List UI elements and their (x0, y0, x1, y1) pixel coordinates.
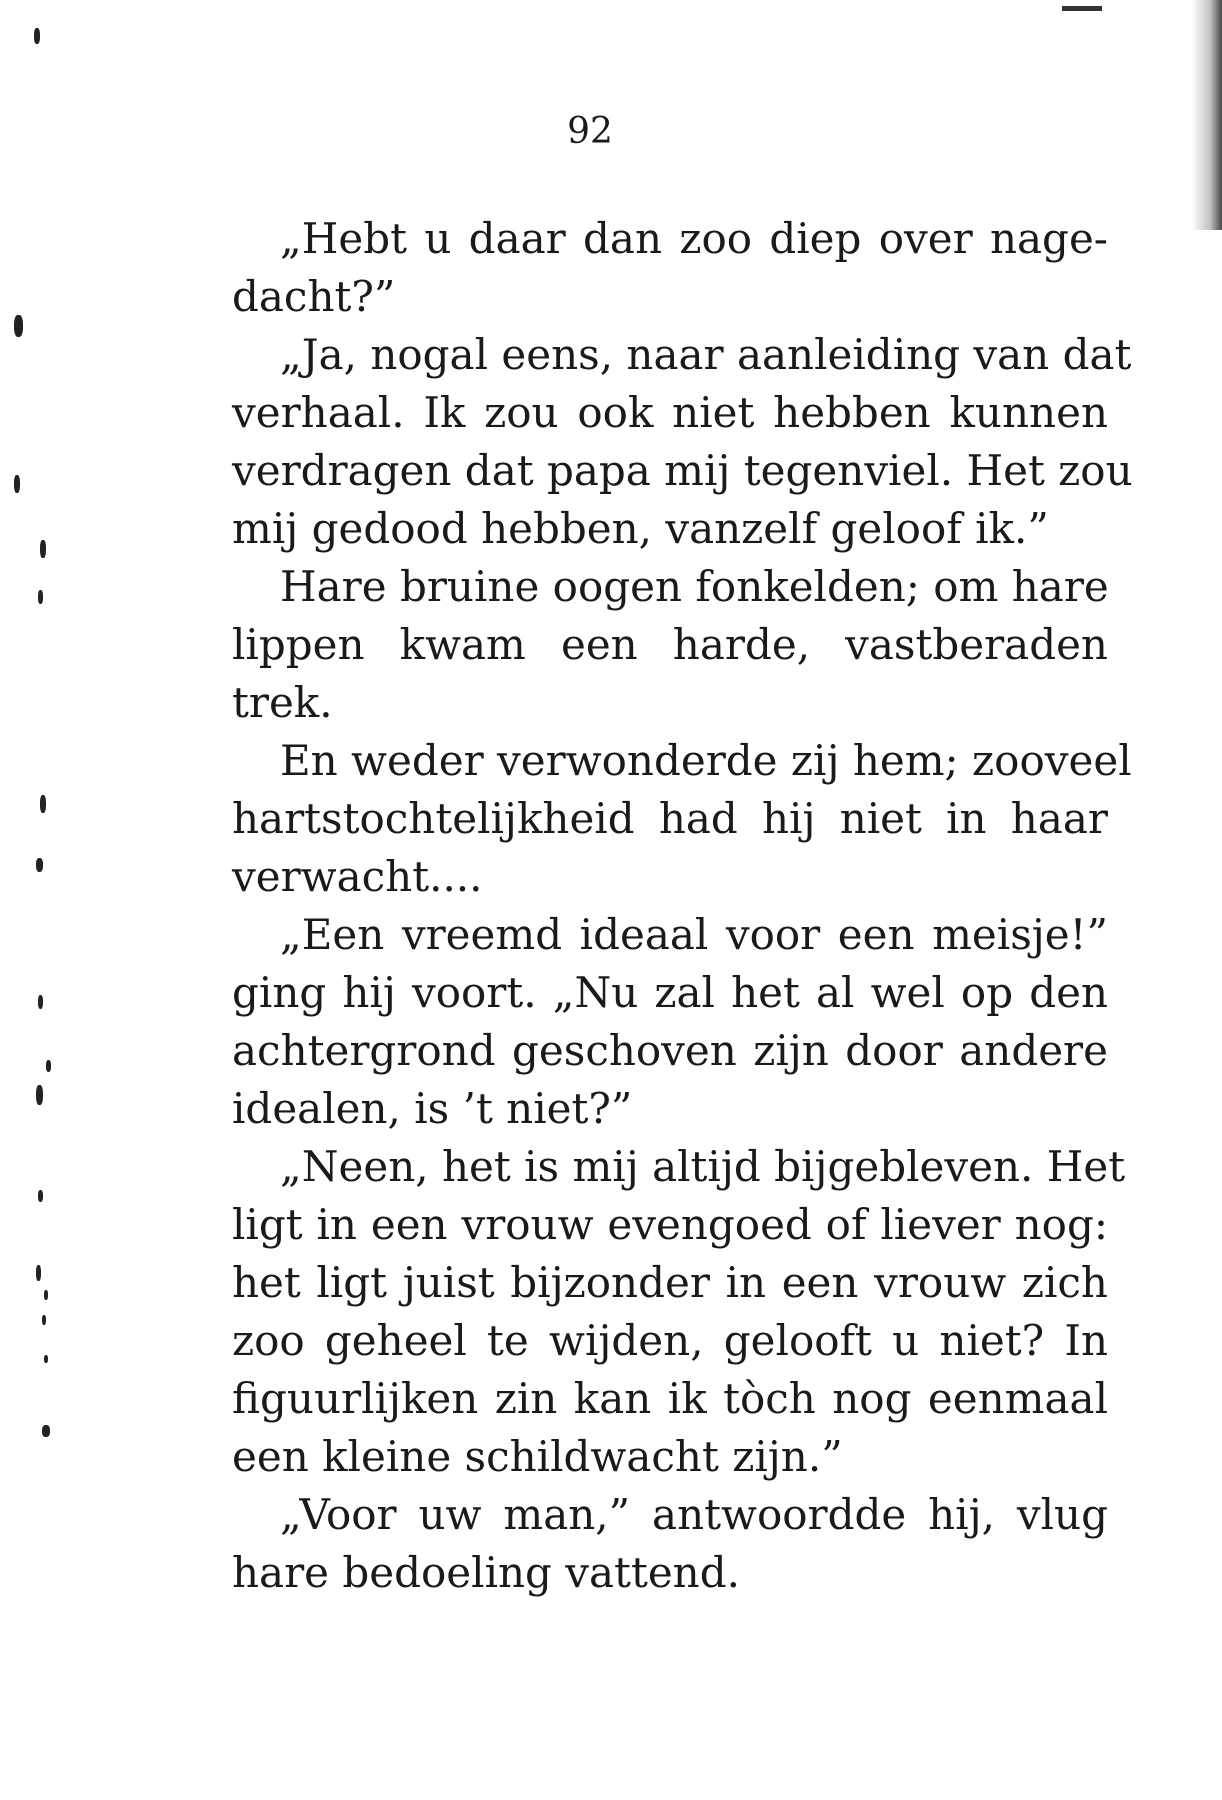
text-line: „Een vreemd ideaal voor een meisje!” (280, 910, 1108, 959)
text-line: „Voor uw man,” antwoordde hij, vlug (280, 1490, 1108, 1539)
speck (44, 1355, 48, 1363)
text-line: een kleine schildwacht zijn.” (232, 1432, 843, 1481)
text-line: En weder verwonderde zij hem; zooveel (280, 736, 1132, 785)
margin-scan-specks (0, 0, 80, 1800)
text-line: verwacht.... (232, 852, 483, 901)
speck (42, 1315, 46, 1325)
speck (36, 858, 43, 872)
speck (14, 475, 20, 493)
speck (38, 1190, 43, 1202)
speck (34, 28, 40, 44)
text-line: „Ja, nogal eens, naar aanleiding van dat (280, 330, 1132, 379)
text-line: zoo geheel te wijden, gelooft u niet? In (232, 1316, 1108, 1365)
speck (40, 795, 46, 813)
text-line: hare bedoeling vattend. (232, 1548, 740, 1597)
text-line: trek. (232, 678, 333, 727)
text-line: Hare bruine oogen fonkelden; om hare (280, 562, 1109, 611)
speck (14, 315, 23, 337)
body-text (232, 210, 1133, 1602)
text-line: „Hebt u daar dan zoo diep over nage- (280, 214, 1108, 263)
text-line: verhaal. Ik zou ook niet hebben kunnen (232, 388, 1108, 437)
speck (46, 1060, 51, 1072)
text-line: achtergrond geschoven zijn door andere (232, 1026, 1108, 1075)
text-line: idealen, is ’t niet?” (232, 1084, 633, 1133)
text-line: mij gedood hebben, vanzelf geloof ik.” (232, 504, 1049, 553)
speck (38, 995, 43, 1009)
text-line: ging hij voort. „Nu zal het al wel op den (232, 968, 1108, 1017)
text-line: figuurlijken zin kan ik tòch nog eenmaal (232, 1374, 1108, 1423)
text-line: ligt in een vrouw evengoed of liever nog: (232, 1200, 1108, 1249)
text-line: lippen kwam een harde, vastberaden (232, 620, 1108, 669)
speck (44, 1290, 48, 1300)
speck (36, 1085, 43, 1105)
speck (36, 1265, 41, 1281)
scan-mark (1062, 6, 1102, 11)
speck (38, 590, 43, 604)
text-line: hartstochtelijkheid had hij niet in haar (232, 794, 1108, 843)
text-line: dacht?” (232, 272, 396, 321)
speck (42, 1425, 50, 1437)
text-line: „Neen, het is mij altijd bijgebleven. Het (280, 1142, 1126, 1191)
speck (40, 540, 46, 558)
page-edge-shadow (1192, 0, 1222, 230)
page-number: 92 (567, 111, 613, 152)
text-line: het ligt juist bijzonder in een vrouw zich (232, 1258, 1108, 1307)
text-line: verdragen dat papa mij tegenviel. Het zou (232, 446, 1133, 495)
